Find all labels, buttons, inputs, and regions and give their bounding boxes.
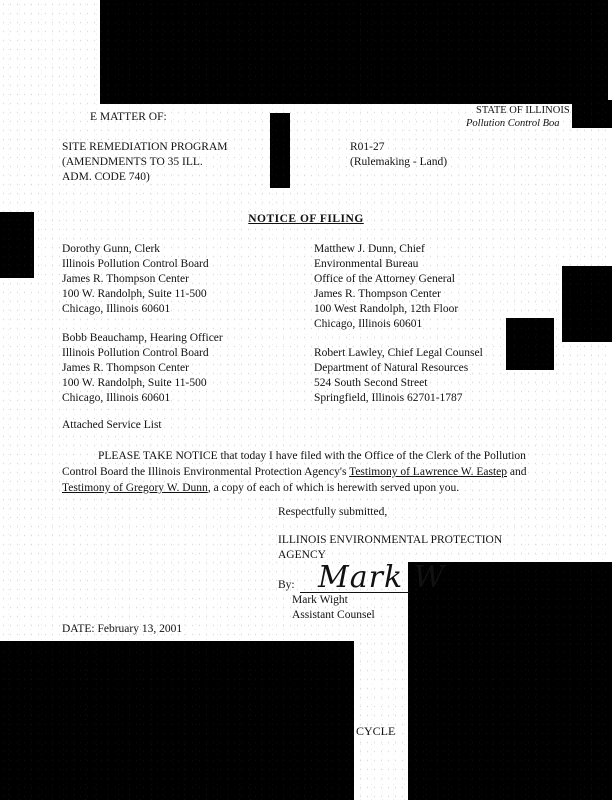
address-line: James R. Thompson Center — [314, 288, 441, 300]
address-line: Chicago, Illinois 60601 — [62, 392, 171, 404]
state-line: STATE OF ILLINOIS — [476, 105, 570, 116]
address-line: Matthew J. Dunn, Chief — [314, 243, 425, 255]
caption-line: SITE REMEDIATION PROGRAM — [62, 141, 228, 153]
notice-title — [0, 213, 612, 225]
matter-of-label: E MATTER OF: — [90, 111, 167, 123]
redaction-box-right-side — [562, 266, 612, 342]
docket-number: R01-27 — [350, 141, 385, 153]
address-line: James R. Thompson Center — [62, 273, 189, 285]
docket-type: (Rulemaking - Land) — [350, 156, 448, 168]
notice-paragraph — [62, 448, 540, 496]
address-line: Chicago, Illinois 60601 — [314, 318, 423, 330]
filing-date: DATE: February 13, 2001 — [62, 623, 183, 635]
address-line: Robert Lawley, Chief Legal Counsel — [314, 347, 483, 359]
handwritten-signature: Mark W — [318, 560, 446, 595]
signer-title: Assistant Counsel — [292, 609, 375, 621]
redaction-box-caption-mid — [270, 113, 290, 188]
redaction-box-right-middle — [506, 318, 554, 370]
respectfully-submitted: Respectfully submitted, — [278, 506, 388, 518]
address-line: James R. Thompson Center — [62, 362, 189, 374]
address-line: Chicago, Illinois 60601 — [62, 303, 171, 315]
signer-name: Mark Wight — [292, 594, 348, 606]
signer-block — [292, 593, 375, 623]
notice-title-text: NOTICE OF FILING — [248, 213, 364, 225]
redaction-box-top — [100, 0, 608, 104]
notice-text-3: , a copy of each of which is herewith served upon you. — [207, 482, 460, 494]
address-line: 524 South Second Street — [314, 377, 428, 389]
agency-line: ILLINOIS ENVIRONMENTAL PROTECTION — [278, 534, 503, 546]
caption-docket — [350, 140, 447, 170]
address-line: Department of Natural Resources — [314, 362, 469, 374]
address-line: Environmental Bureau — [314, 258, 419, 270]
address-line: Illinois Pollution Control Board — [62, 258, 209, 270]
redaction-box-bottom-right — [408, 562, 612, 800]
addressee-clerk — [62, 242, 209, 317]
address-line: Dorothy Gunn, Clerk — [62, 243, 161, 255]
redaction-box-bottom-left — [0, 641, 354, 800]
service-list-label: Attached Service List — [62, 419, 162, 431]
addressee-attorney-general — [314, 242, 458, 332]
caption-line: ADM. CODE 740) — [62, 171, 150, 183]
address-line: 100 West Randolph, 12th Floor — [314, 303, 459, 315]
agency-name — [278, 533, 502, 563]
recycled-mark: CYCLE — [356, 724, 396, 738]
notice-text-1: PLEASE TAKE NOTICE that today I have filed with the Office of the Clerk of the Pollution Control Board the Illinois Environmental Protection Agency's — [62, 450, 526, 478]
addressee-hearing-officer — [62, 331, 223, 406]
address-line: Office of the Attorney General — [314, 273, 455, 285]
address-line: Springfield, Illinois 62701-1787 — [314, 392, 463, 404]
address-line: 100 W. Randolph, Suite 11-500 — [62, 288, 207, 300]
notice-text-2: and — [507, 466, 527, 478]
address-line: Bobb Beauchamp, Hearing Officer — [62, 332, 223, 344]
addressee-legal-counsel — [314, 346, 483, 406]
redaction-box-right-edge — [572, 100, 612, 128]
caption-line: (AMENDMENTS TO 35 ILL. — [62, 156, 203, 168]
testimony-dunn: Testimony of Gregory W. Dunn — [62, 482, 208, 494]
address-line: 100 W. Randolph, Suite 11-500 — [62, 377, 207, 389]
by-label: By: — [278, 579, 295, 591]
caption-left — [62, 140, 227, 185]
address-line: Illinois Pollution Control Board — [62, 347, 209, 359]
agency-line: AGENCY — [278, 549, 326, 561]
testimony-eastep: Testimony of Lawrence W. Eastep — [349, 466, 508, 478]
board-line: Pollution Control Boa — [466, 118, 560, 129]
